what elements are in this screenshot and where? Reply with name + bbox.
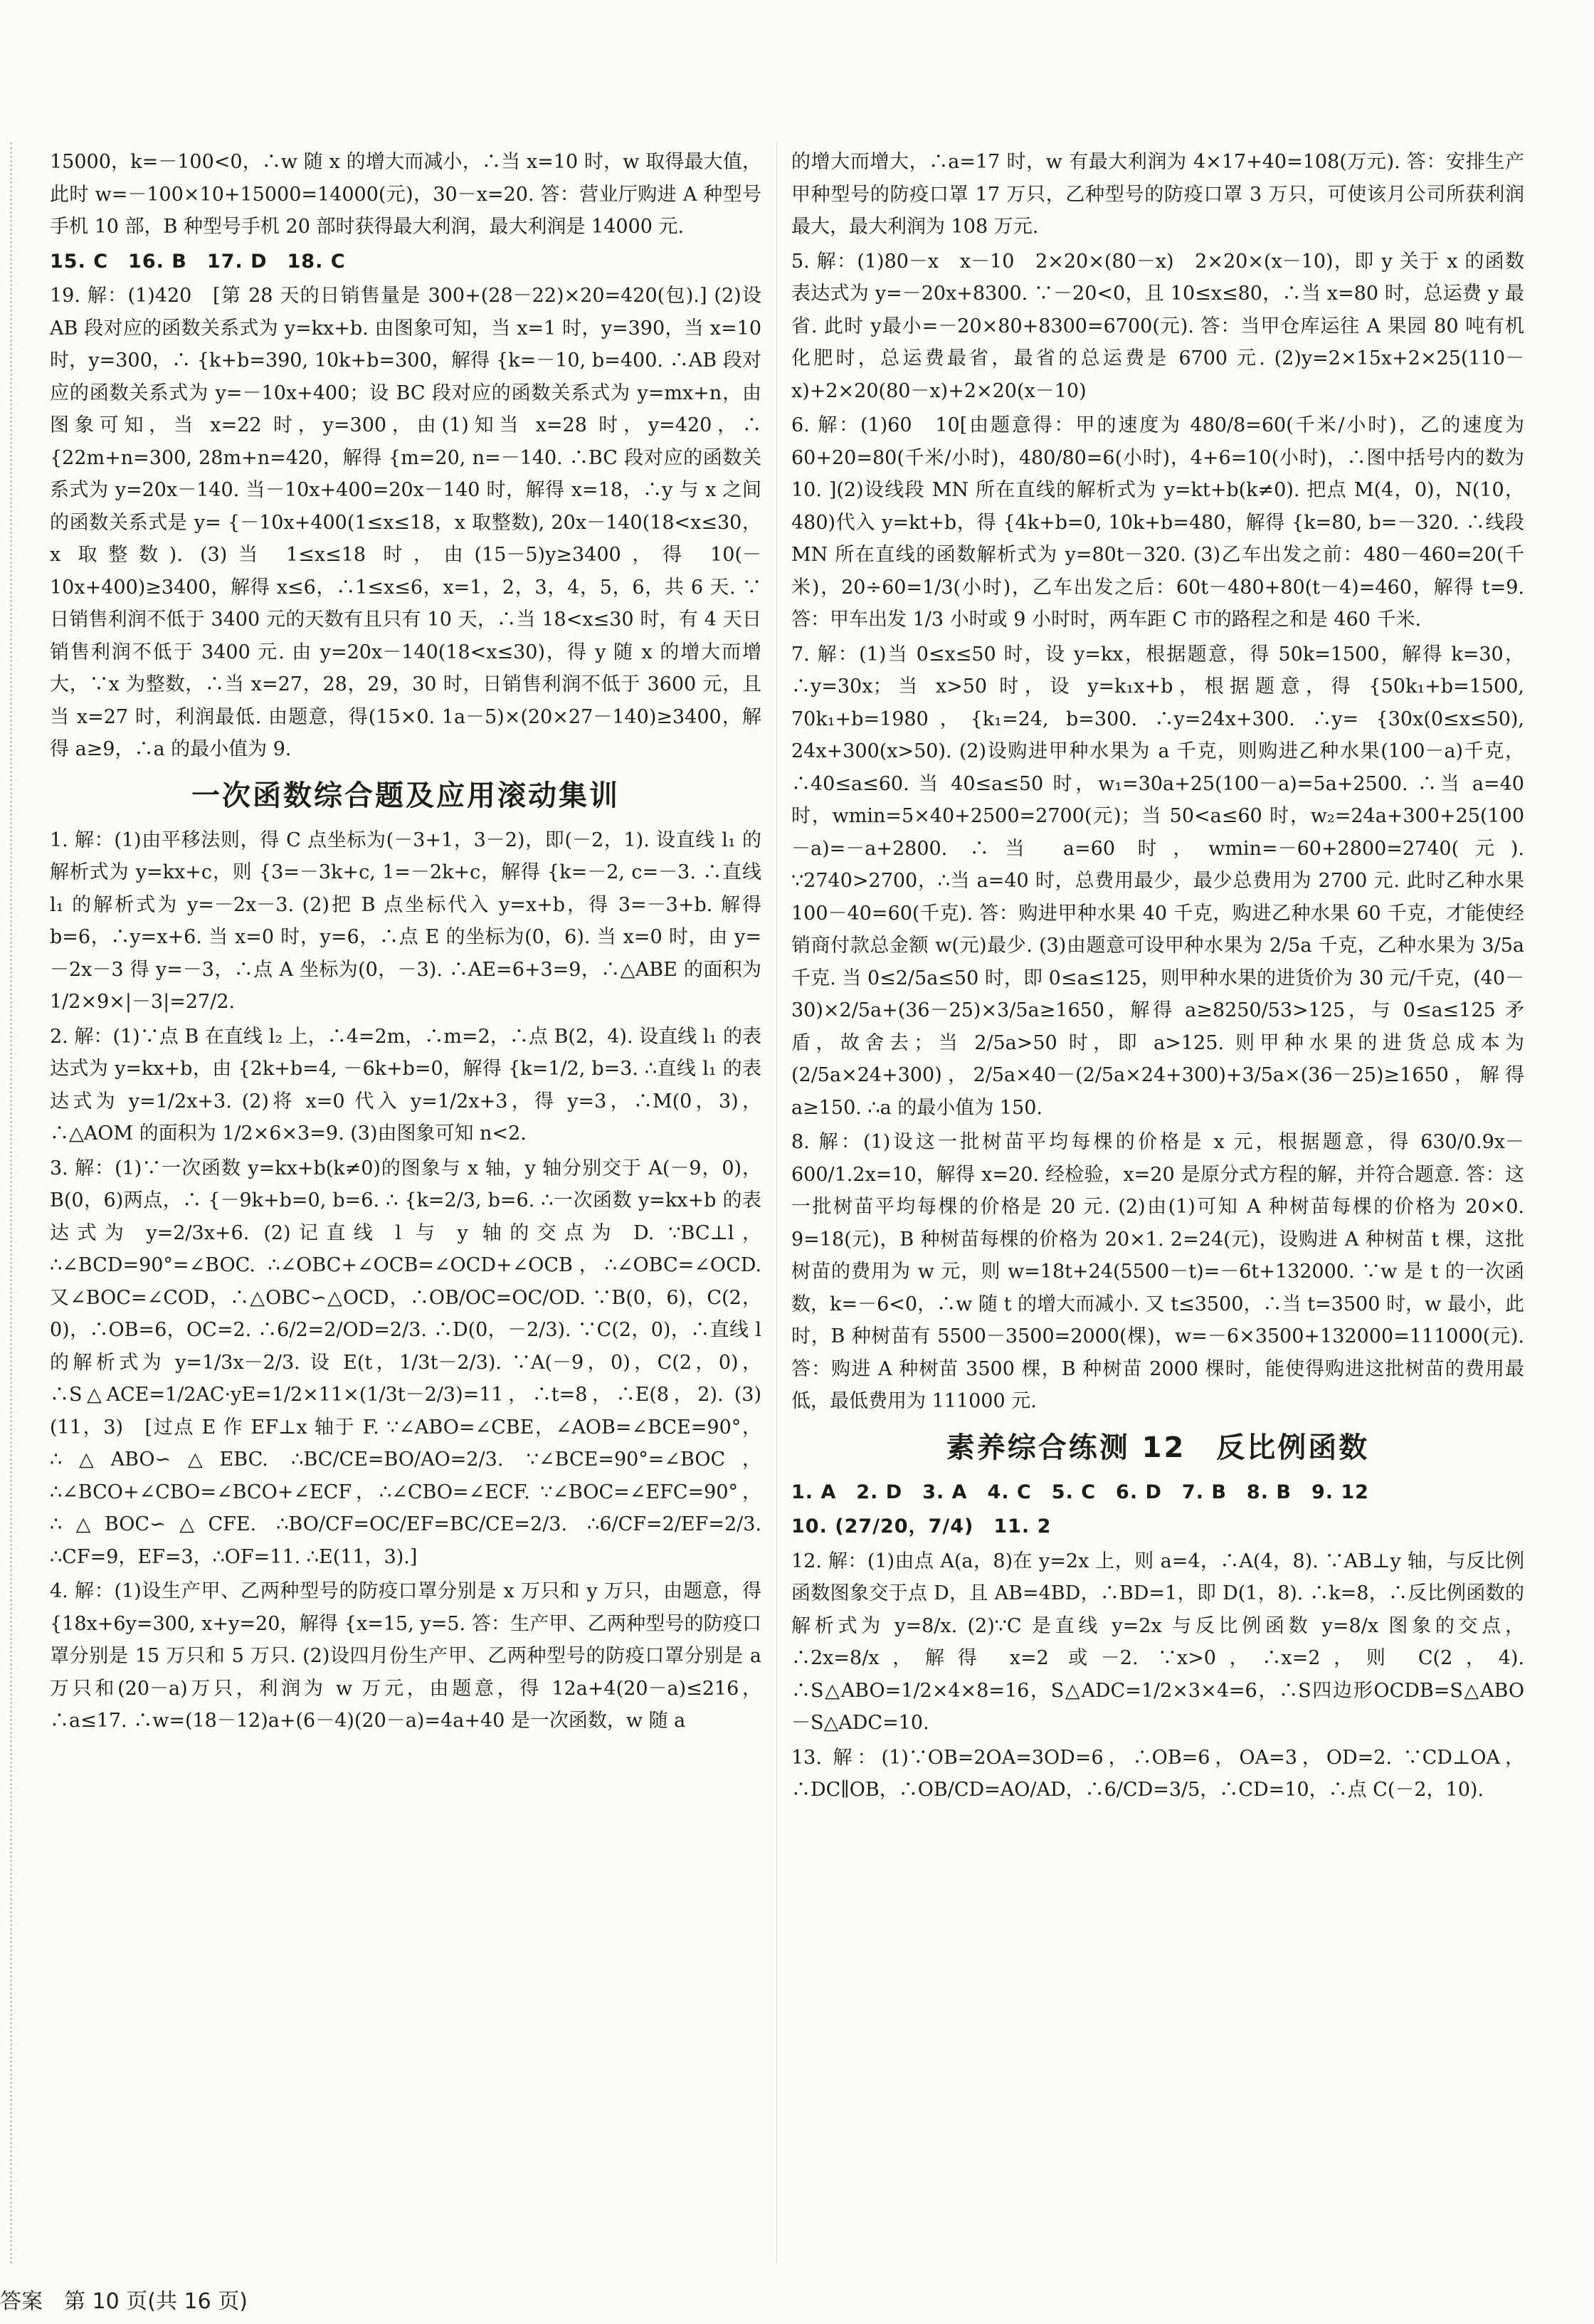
answer-3: 3. 解：(1)∵一次函数 y=kx+b(k≠0)的图象与 x 轴，y 轴分别交于 A(－9，0)，B(0，6)两点，∴ {－9k+b=0, b=6. ∴ {k=2/3, b=6. ∴一次函数 y=kx+b 的表达式为 y=2/3x+6. (2)记直线 l 与 y 轴的交点为 D. ∵BC⊥l，∴∠BCD=90°=∠BOC. ∴∠OBC+∠OCB=∠OCD+∠OCB，∴∠OBC=∠OCD. 又∠BOC=∠COD，∴△OBC∽△OCD，∴OB/OC=OC/OD. ∵B(0，6)，C(2，0)，∴OB=6，OC=2. ∴6/2=2/OD=2/3. ∴D(0，－2/3). ∵C(2，0)，∴直线 l 的解析式为 y=1/3x－2/3. 设 E(t，1/3t－2/3). ∵A(－9，0)，C(2，0)，∴S△ACE=1/2AC·yE=1/2×11×(1/3t－2/3)=11，∴t=8，∴E(8，2). (3)(11，3) [过点 E 作 EF⊥x 轴于 F. ∵∠ABO=∠CBE，∠AOB=∠BCE=90°，∴△ABO∽△EBC. ∴BC/CE=BO/AO=2/3. ∵∠BCE=90°=∠BOC，∴∠BCO+∠CBO=∠BCO+∠ECF，∴∠CBO=∠ECF. ∵∠BOC=∠EFC=90°，∴△BOC∽△CFE. ∴BO/CF=OC/EF=BC/CE=2/3. ∴6/CF=2/EF=2/3. ∴CF=9，EF=3，∴OF=11. ∴E(11，3).] bbox=[50, 1157, 761, 1568]
column-divider bbox=[776, 142, 777, 2263]
section-title: 素养综合练测 12 反比例函数 bbox=[946, 1431, 1370, 1464]
section-title: 一次函数综合题及应用滚动集训 bbox=[191, 779, 620, 812]
right-column bbox=[791, 146, 1524, 1809]
left-column bbox=[50, 146, 761, 1740]
multiple-choice-answers: 1. A 2. D 3. A 4. C 5. C 6. D 7. B 8. B 9. 12 bbox=[791, 1481, 1369, 1503]
answer-5: 5. 解：(1)80－x x－10 2×20×(80－x) 2×20×(x－10)，即 y 关于 x 的函数表达式为 y=－20x+8300. ∵－20<0，且 10≤x≤80，∴当 x=80 时，总运费 y 最省. 此时 y最小=－20×80+8300=6700(元). 答：当甲仓库运往 A 果园 80 吨有机化肥时，总运费最省，最省的总运费是 6700 元. (2)y=2×15x+2×25(110－x)+2×20(80－x)+2×20(x－10) bbox=[791, 250, 1524, 402]
answer-continuation: 15000，k=－100<0，∴w 随 x 的增大而减小，∴当 x=10 时，w 取得最大值，此时 w=－100×10+15000=14000(元)，30－x=20. 答：营业厅购进 A 种型号手机 10 部，B 种型号手机 20 部时获得最大利润，最大利润是 14000 元. bbox=[50, 151, 761, 238]
answer-1: 1. 解：(1)由平移法则，得 C 点坐标为(－3+1，3－2)，即(－2，1). 设直线 l₁ 的解析式为 y=kx+c，则 {3=－3k+c, 1=－2k+c，解得 {k=－2, c=－3. ∴直线 l₁ 的解析式为 y=－2x－3. (2)把 B 点坐标代入 y=x+b，得 3=－3+b. 解得 b=6，∴y=x+6. 当 x=0 时，y=6，∴点 E 的坐标为(0，6). 当 x=0 时，由 y=－2x－3 得 y=－3，∴点 A 坐标为(0，－3). ∴AE=6+3=9，∴△ABE 的面积为 1/2×9×|－3|=27/2. bbox=[50, 829, 761, 1013]
answer-4: 4. 解：(1)设生产甲、乙两种型号的防疫口罩分别是 x 万只和 y 万只，由题意，得 {18x+6y=300, x+y=20，解得 {x=15, y=5. 答：生产甲、乙两种型号的防疫口罩分别是 15 万只和 5 万只. (2)设四月份生产甲、乙两种型号的防疫口罩分别是 a 万只和(20－a)万只，利润为 w 万元，由题意，得 12a+4(20－a)≤216，∴a≤17. ∴w=(18－12)a+(6－4)(20－a)=4a+40 是一次函数，w 随 a bbox=[50, 1580, 761, 1732]
answer-7: 7. 解：(1)当 0≤x≤50 时，设 y=kx，根据题意，得 50k=1500，解得 k=30，∴y=30x；当 x>50 时，设 y=k₁x+b，根据题意，得 {50k₁+b=1500, 70k₁+b=1980，{k₁=24, b=300. ∴y=24x+300. ∴y= {30x(0≤x≤50), 24x+300(x>50). (2)设购进甲种水果为 a 千克，则购进乙种水果(100－a)千克，∴40≤a≤60. 当 40≤a≤50 时，w₁=30a+25(100－a)=5a+2500. ∴当 a=40 时，wmin=5×40+2500=2700(元)；当 50<a≤60 时，w₂=24a+300+25(100－a)=－a+2800. ∴当 a=60 时，wmin=－60+2800=2740(元). ∵2740>2700，∴当 a=40 时，总费用最少，最少总费用为 2700 元. 此时乙种水果 100－40=60(千克). 答：购进甲种水果 40 千克，购进乙种水果 60 千克，才能使经销商付款总金额 w(元)最少. (3)由题意可设甲种水果为 2/5a 千克，乙种水果为 3/5a 千克. 当 0≤2/5a≤50 时，即 0≤a≤125，则甲种水果的进货价为 30 元/千克，(40－30)×2/5a+(36－25)×3/5a≥1650，解得 a≥8250/53>125，与 0≤a≤125 矛盾，故舍去；当 2/5a>50 时，即 a>125. 则甲种水果的进货总成本为(2/5a×24+300)，2/5a×40－(2/5a×24+300)+3/5a×(36－25)≥1650，解得 a≥150. ∴a 的最小值为 150. bbox=[791, 643, 1524, 1119]
answer-2: 2. 解：(1)∵点 B 在直线 l₂ 上，∴4=2m，∴m=2，∴点 B(2，4). 设直线 l₁ 的表达式为 y=kx+b，由 {2k+b=4, －6k+b=0，解得 {k=1/2, b=3. ∴直线 l₁ 的表达式为 y=1/2x+3. (2)将 x=0 代入 y=1/2x+3，得 y=3，∴M(0，3)，∴△AOM 的面积为 1/2×6×3=9. (3)由图象可知 n<2. bbox=[50, 1025, 761, 1145]
answer-19: 19. 解：(1)420 [第 28 天的日销售量是 300+(28－22)×20=420(包).] (2)设 AB 段对应的函数关系式为 y=kx+b. 由图象可知，当 x=1 时，y=390，当 x=10 时，y=300，∴ {k+b=390, 10k+b=300，解得 {k=－10, b=400. ∴AB 段对应的函数关系式为 y=－10x+400；设 BC 段对应的函数关系式为 y=mx+n，由图象可知，当 x=22 时，y=300，由(1)知当 x=28 时，y=420，∴ {22m+n=300, 28m+n=420，解得 {m=20, n=－140. ∴BC 段对应的函数关系式为 y=20x－140. 当－10x+400=20x－140 时，解得 x=18，∴y 与 x 之间的函数关系式是 y= {－10x+400(1≤x≤18，x 取整数), 20x－140(18<x≤30，x 取整数). (3)当 1≤x≤18 时，由(15－5)y≥3400，得 10(－10x+400)≥3400，解得 x≤6，∴1≤x≤6，x=1，2，3，4，5，6，共 6 天. ∵日销售利润不低于 3400 元的天数有且只有 10 天，∴当 18<x≤30 时，有 4 天日销售利润不低于 3400 元. 由 y=20x－140(18<x≤30)，得 y 随 x 的增大而增大，∵x 为整数，∴当 x=27，28，29，30 时，日销售利润不低于 3600 元，且当 x=27 时，利润最低. 由题意，得(15×0. 1a－5)×(20×27－140)≥3400，解得 a≥9，∴a 的最小值为 9. bbox=[50, 285, 761, 760]
answer-13: 13. 解：(1)∵OB=2OA=3OD=6，∴OB=6，OA=3，OD=2. ∵CD⊥OA，∴DC∥OB，∴OB/CD=AO/AD，∴6/CD=3/5，∴CD=10，∴点 C(－2，10). bbox=[791, 1746, 1524, 1801]
binding-margin bbox=[10, 142, 12, 2263]
answer-12: 12. 解：(1)由点 A(a，8)在 y=2x 上，则 a=4，∴A(4，8). ∵AB⊥y 轴，与反比例函数图象交于点 D，且 AB=4BD，∴BD=1，即 D(1，8). ∴k=8，∴反比例函数的解析式为 y=8/x. (2)∵C 是直线 y=2x 与反比例函数 y=8/x 图象的交点，∴2x=8/x，解得 x=2 或－2. ∵x>0，∴x=2，则 C(2，4). ∴S△ABO=1/2×4×8=16，S△ADC=1/2×3×4=6，∴S四边形OCDB=S△ABO－S△ADC=10. bbox=[791, 1550, 1524, 1734]
answer-6: 6. 解：(1)60 10[由题意得：甲的速度为 480/8=60(千米/小时)，乙的速度为 60+20=80(千米/小时)，480/80=6(小时)，4+6=10(小时)，∴图中括号内的数为 10. ](2)设线段 MN 所在直线的解析式为 y=kt+b(k≠0). 把点 M(4，0)，N(10，480)代入 y=kt+b，得 {4k+b=0, 10k+b=480，解得 {k=80, b=－320. ∴线段 MN 所在直线的函数解析式为 y=80t－320. (3)乙车出发之前：480－460=20(千米)，20÷60=1/3(小时)，乙车出发之后：60t－480+80(t－4)=460，解得 t=9. 答：甲车出发 1/3 小时或 9 小时时，两车距 C 市的路程之和是 460 千米. bbox=[791, 414, 1524, 631]
multiple-choice-answers: 15. C 16. B 17. D 18. C bbox=[50, 250, 346, 273]
answer-8: 8. 解：(1)设这一批树苗平均每棵的价格是 x 元，根据题意，得 630/0.9x－600/1.2x=10，解得 x=20. 经检验，x=20 是原分式方程的解，并符合题意. 答：这一批树苗平均每棵的价格是 20 元. (2)由(1)可知 A 种树苗每棵的价格为 20×0. 9=18(元)，B 种树苗每棵的价格为 20×1. 2=24(元)，设购进 A 种树苗 t 棵，这批树苗的费用为 w 元，则 w=18t+24(5500－t)=－6t+132000. ∵w 是 t 的一次函数，k=－6<0，∴w 随 t 的增大而减小. 又 t≤3500，∴当 t=3500 时，w 最小，此时，B 种树苗有 5500－3500=2000(棵)，w=－6×3500+132000=111000(元). 答：购进 A 种树苗 3500 棵，B 种树苗 2000 棵时，能使得购进这批树苗的费用最低，最低费用为 111000 元. bbox=[791, 1131, 1524, 1412]
answer-continuation: 的增大而增大，∴a=17 时，w 有最大利润为 4×17+40=108(万元). 答：安排生产甲种型号的防疫口罩 17 万只，乙种型号的防疫口罩 3 万只，可使该月公司所获利润最大，最大利润为 108 万元. bbox=[791, 151, 1524, 238]
page-footer: 答案 第 10 页(共 16 页) bbox=[0, 2289, 248, 2314]
fill-in-answers: 10. (27/20，7/4) 11. 2 bbox=[791, 1515, 1052, 1537]
